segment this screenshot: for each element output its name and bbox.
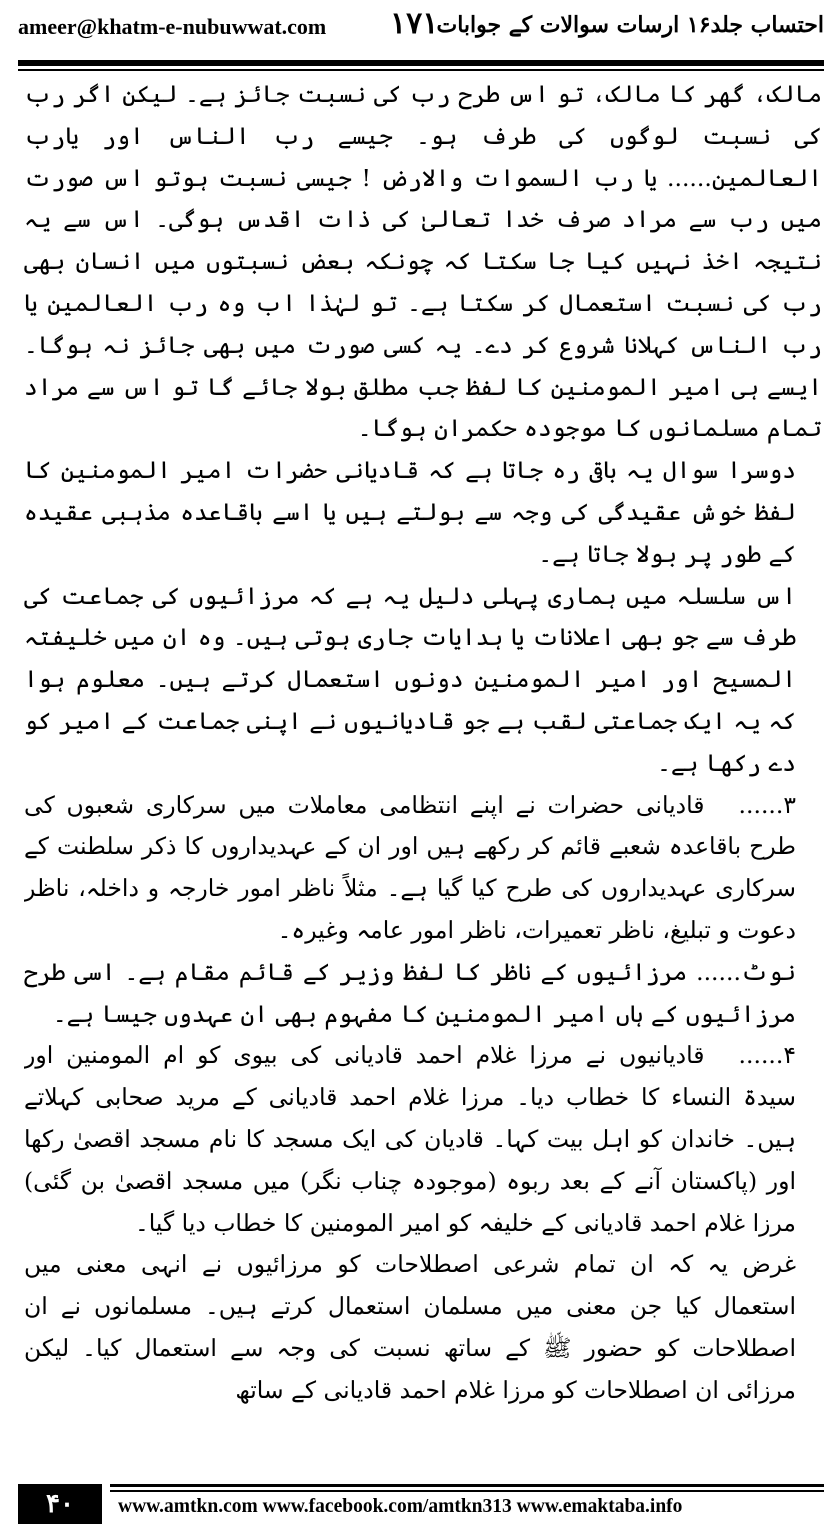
item-number-4: ۴...... <box>738 1041 796 1070</box>
page-body <box>24 74 822 1454</box>
paragraph-7: غرض یہ کہ ان تمام شرعی اصطلاحات کو مرزائیوں نے انہی معنی میں استعمال کیا جن معنی میں مسلمان استعمال کرتے ہیں۔ مسلمانوں نے ان اصطلاحات کو حضور ﷺ کے ساتھ نسبت کی وجہ سے استعمال کیا۔ لیکن مرزائی ان اصطلاحات کو مرزا غلام احمد قادیانی کے ساتھ <box>24 1250 796 1404</box>
paragraph-4-text: قادیانی حضرات نے اپنے انتظامی معاملات میں سرکاری شعبوں کی طرح باقاعدہ شعبے قائم کر رکھے ہیں اور ان کے عہدیداروں کا ذکر سلطنت کے سرکاری عہدیداروں کی طرح کیا گیا ہے۔ مثلاً ناظر امور خارجہ و داخلہ، ناظر دعوت و تبلیغ، ناظر تعمیرات، ناظر امور عامہ وغیرہ۔ <box>24 790 796 944</box>
page-header <box>18 0 824 60</box>
footer-rule-top <box>110 1484 824 1487</box>
paragraph-4 <box>24 785 822 952</box>
header-title: احتساب جلد۱۶ ارسات سوالات کے جوابات <box>436 12 824 38</box>
header-rule-thick <box>18 60 824 66</box>
footer-rule-bottom <box>110 1490 824 1492</box>
paragraph-6 <box>24 1035 822 1244</box>
header-email: ameer@khatm-e-nubuwwat.com <box>18 14 327 39</box>
paragraph-1: مالک، گھر کا مالک، تو اس طرح رب کی نسبت جائز ہے۔ لیکن اگر رب کی نسبت لوگوں کی طرف ہو۔ جیسے رب الناس اور یارب العالمین...... یا رب السموات والارض ! جیسی نسبت ہوتو اس صورت میں رب سے مراد صرف خدا تعالیٰ کی ذات اقدس ہوگی۔ اس سے یہ نتیجہ اخذ نہیں کیا جا سکتا کہ چونکہ بعض نسبتوں میں انسان بھی رب کی نسبت استعمال کر سکتا ہے۔ تو لہٰذا اب وہ رب العالمین یا رب الناس کہلانا شروع کر دے۔ یہ کسی صورت میں بھی جائز نہ ہوگا۔ ایسے ہی امیر المومنین کا لفظ جب مطلق بولا جائے گا تو اس سے مراد تمام مسلمانوں کا موجودہ حکمران ہوگا۔ <box>24 80 822 443</box>
page-footer <box>18 1484 824 1524</box>
footer-urls: www.amtkn.com www.facebook.com/amtkn313 www.emaktaba.info <box>118 1496 683 1517</box>
item-number-3: ۳...... <box>738 790 796 819</box>
paragraph-2: دوسرا سوال یہ باقی رہ جاتا ہے کہ قادیانی حضرات امیر المومنین کا لفظ خوش عقیدگی کی وجہ سے بولتے ہیں یا اسے باقاعدہ مذہبی عقیدہ کے طور پر بولا جاتا ہے۔ <box>24 456 796 568</box>
header-rule-thin <box>18 69 824 71</box>
paragraph-5: نوٹ...... مرزائیوں کے ناظر کا لفظ وزیر کے قائم مقام ہے۔ اسی طرح مرزائیوں کے ہاں امیر المومنین کا مفہوم بھی ان عہدوں جیسا ہے۔ <box>24 957 796 1028</box>
paragraph-3: اس سلسلہ میں ہماری پہلی دلیل یہ ہے کہ مرزائیوں کی جماعت کی طرف سے جو بھی اعلانات یا ہدایات جاری ہوتی ہیں۔ وہ ان میں خلیفتہ المسیح اور امیر المومنین دونوں استعمال کرتے ہیں۔ معلوم ہوا کہ یہ ایک جماعتی لقب ہے جو قادیانیوں نے اپنی جماعت کے امیر کو دے رکھا ہے۔ <box>24 581 796 777</box>
footer-page-number: ۴۰ <box>18 1484 102 1524</box>
header-page-number: ۱۷۱ <box>390 6 439 41</box>
paragraph-6-text: قادیانیوں نے مرزا غلام احمد قادیانی کی بیوی کو ام المومنین اور سیدۃ النساء کا خطاب دیا۔ مرزا غلام احمد قادیانی کے مرید صحابی کہلاتے ہیں۔ خاندان کو اہل بیت کہا۔ قادیان کی ایک مسجد کا نام مسجد اقصیٰ رکھا اور (پاکستان آنے کے بعد ربوہ (موجودہ چناب نگر) میں مسجد اقصیٰ بن گئی) مرزا غلام احمد قادیانی کے خلیفہ کو امیر المومنین کا خطاب دیا گیا۔ <box>24 1041 796 1237</box>
